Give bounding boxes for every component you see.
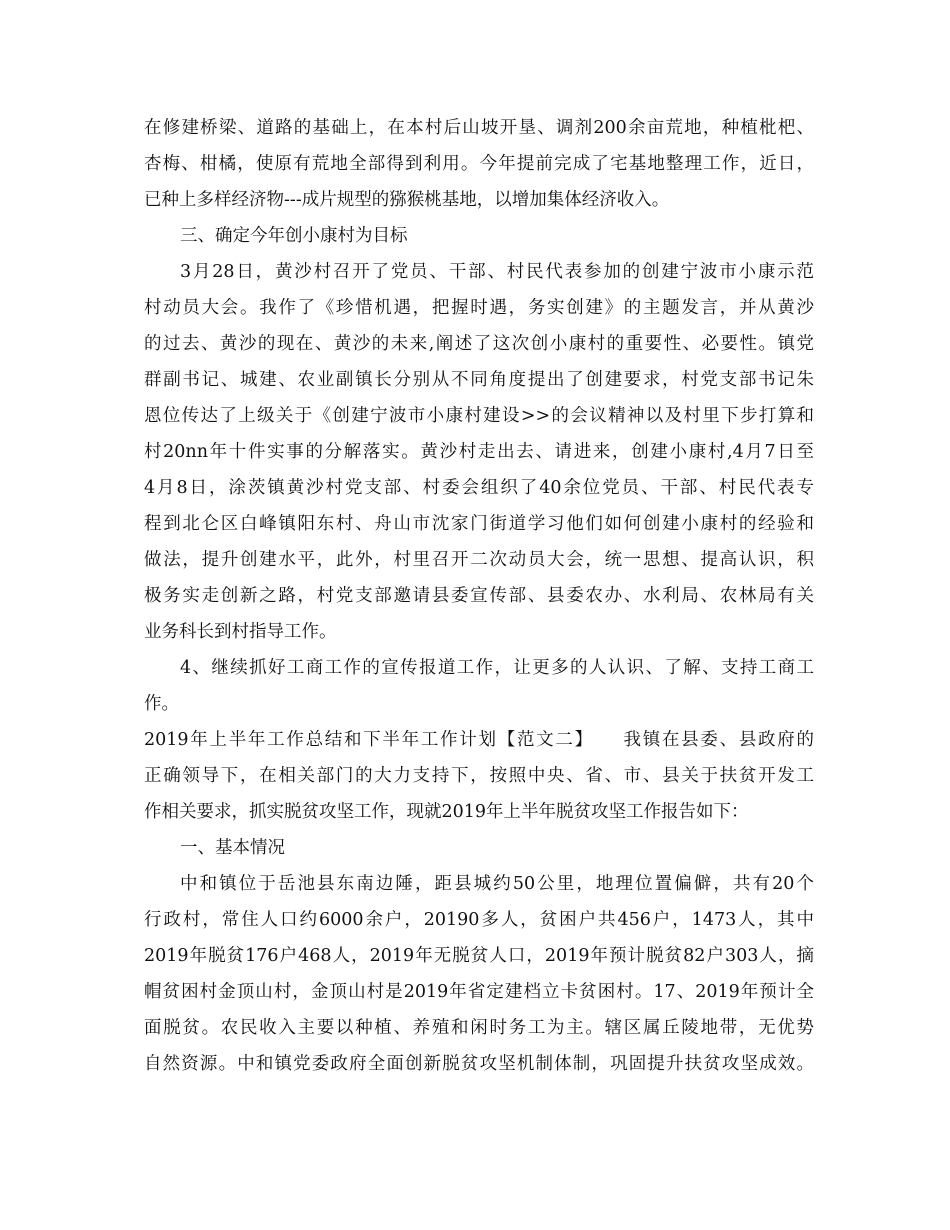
text-line: 正确领导下，在相关部门的大力支持下，按照中央、省、市、县关于扶贫开发工 <box>144 766 814 786</box>
text-line: 帽贫困村金顶山村，金顶山村是2019年省定建档立卡贫困村。17、2019年预计全 <box>144 982 814 1002</box>
text-line: 中和镇位于岳池县东南边陲，距县城约50公里，地理位置偏僻，共有20个 <box>180 874 814 894</box>
text-line: 的过去、黄沙的现在、黄沙的未来,阐述了这次创小康村的重要性、必要性。镇党 <box>144 334 814 354</box>
text-line: 自然资源。中和镇党委政府全面创新脱贫攻坚机制体制，巩固提升扶贫攻坚成效。 <box>144 1054 814 1074</box>
text-line: 群副书记、城建、农业副镇长分别从不同角度提出了创建要求，村党支部书记朱 <box>144 370 814 390</box>
text-line: 杏梅、柑橘，使原有荒地全部得到利用。今年提前完成了宅基地整理工作，近日， <box>144 154 814 174</box>
text-line: 恩位传达了上级关于《创建宁波市小康村建设>>的会议精神以及村里下步打算和 <box>144 406 814 426</box>
text-line: 三、确定今年创小康村为目标 <box>180 226 408 246</box>
text-line: 已种上多样经济物---成片规型的猕猴桃基地，以增加集体经济收入。 <box>144 190 670 210</box>
text-line: 行政村，常住人口约6000余户，20190多人，贫困户共456户，1473人，其中 <box>144 910 814 930</box>
text-line: 3月28日，黄沙村召开了党员、干部、村民代表参加的创建宁波市小康示范 <box>180 262 814 282</box>
text-line: 极务实走创新之路，村党支部邀请县委宣传部、县委农办、水利局、农林局有关 <box>144 586 814 606</box>
text-line: 一、基本情况 <box>180 838 285 858</box>
text-line: 作。 <box>144 694 179 714</box>
text-line: 2019年上半年工作总结和下半年工作计划【范文二】 我镇在县委、县政府的 <box>144 730 814 750</box>
text-line: 村动员大会。我作了《珍惜机遇，把握时遇，务实创建》的主题发言，并从黄沙 <box>144 298 814 318</box>
text-line: 作相关要求，抓实脱贫攻坚工作，现就2019年上半年脱贫攻坚工作报告如下： <box>144 802 749 822</box>
text-line: 在修建桥梁、道路的基础上，在本村后山坡开垦、调剂200余亩荒地，种植枇杷、 <box>144 118 814 138</box>
text-line: 做法，提升创建水平，此外，村里召开二次动员大会，统一思想、提高认识，积 <box>144 550 814 570</box>
document-body <box>144 110 814 1082</box>
text-line: 村20nn年十件实事的分解落实。黄沙村走出去、请进来，创建小康村,4月7日至 <box>144 442 814 462</box>
text-line: 业务科长到村指导工作。 <box>144 622 337 642</box>
text-line: 4、继续抓好工商工作的宣传报道工作，让更多的人认识、了解、支持工商工 <box>180 658 814 678</box>
text-line: 程到北仑区白峰镇阳东村、舟山市沈家门街道学习他们如何创建小康村的经验和 <box>144 514 814 534</box>
text-line: 4月8日，涂茨镇黄沙村党支部、村委会组织了40余位党员、干部、村民代表专 <box>144 478 814 498</box>
text-line: 面脱贫。农民收入主要以种植、养殖和闲时务工为主。辖区属丘陵地带，无优势 <box>144 1018 814 1038</box>
text-line: 2019年脱贫176户468人，2019年无脱贫人口，2019年预计脱贫82户303人，摘 <box>144 946 814 966</box>
